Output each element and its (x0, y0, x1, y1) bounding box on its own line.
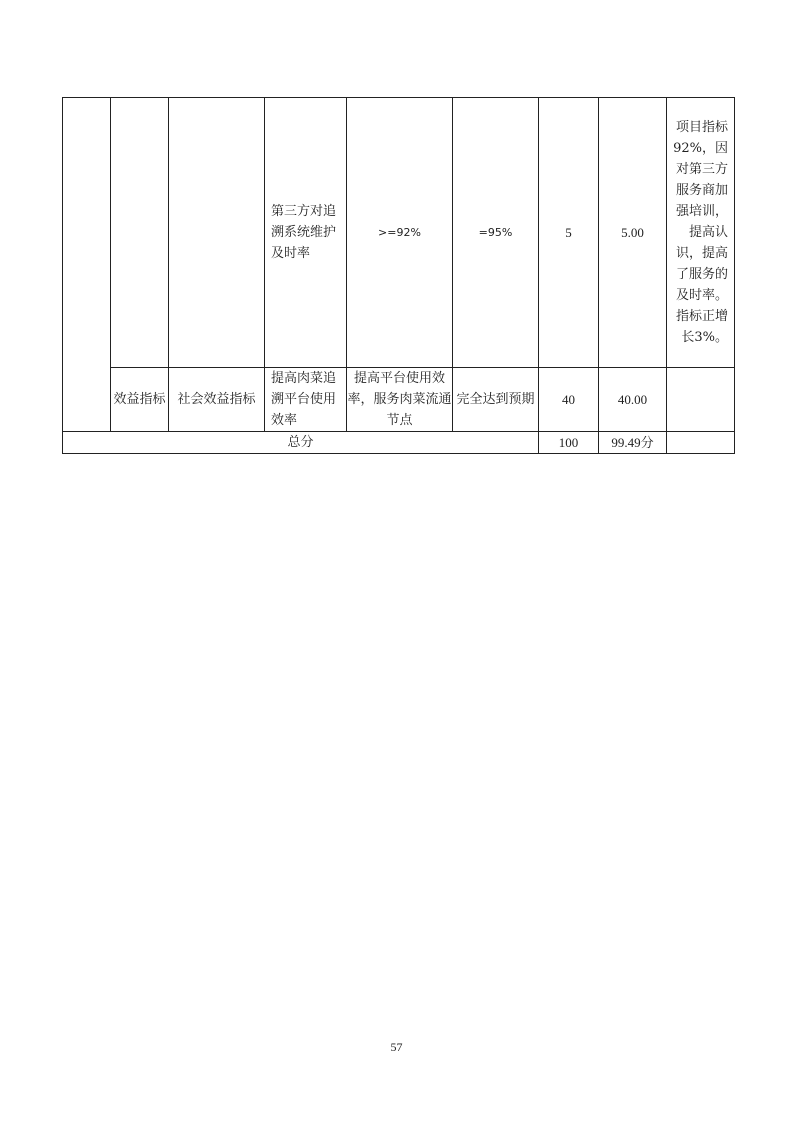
level3-category-cell (169, 98, 265, 368)
target-value-cell: 提高平台使用效率，服务肉菜流通节点 (347, 368, 453, 432)
deviation-note-cell (667, 368, 735, 432)
total-row (63, 432, 735, 454)
score-cell: 5.00 (599, 98, 667, 368)
total-score-cell: 99.49分 (599, 432, 667, 454)
total-note-cell (667, 432, 735, 454)
level3-category-cell: 社会效益指标 (169, 368, 265, 432)
level1-category-cell (63, 98, 111, 432)
weight-cell: 40 (539, 368, 599, 432)
level2-category-cell (111, 98, 169, 368)
actual-value-cell: 完全达到预期 (453, 368, 539, 432)
indicator-cell: 提高肉菜追溯平台使用效率 (265, 368, 347, 432)
page-number: 57 (390, 1040, 403, 1054)
table-row (63, 368, 735, 432)
performance-table (62, 97, 735, 454)
table-row (63, 98, 735, 368)
deviation-note-cell: 项目指标92%，因对第三方服务商加强培训，提高认识，提高了服务的及时率。指标正增长3%。 (667, 98, 735, 368)
total-label-cell: 总分 (63, 432, 539, 454)
target-value-cell: >=92% (347, 98, 453, 368)
actual-value-cell: =95% (453, 98, 539, 368)
indicator-cell: 第三方对追溯系统维护及时率 (265, 98, 347, 368)
weight-cell: 5 (539, 98, 599, 368)
total-weight-cell: 100 (539, 432, 599, 454)
level2-category-cell: 效益指标 (111, 368, 169, 432)
score-cell: 40.00 (599, 368, 667, 432)
